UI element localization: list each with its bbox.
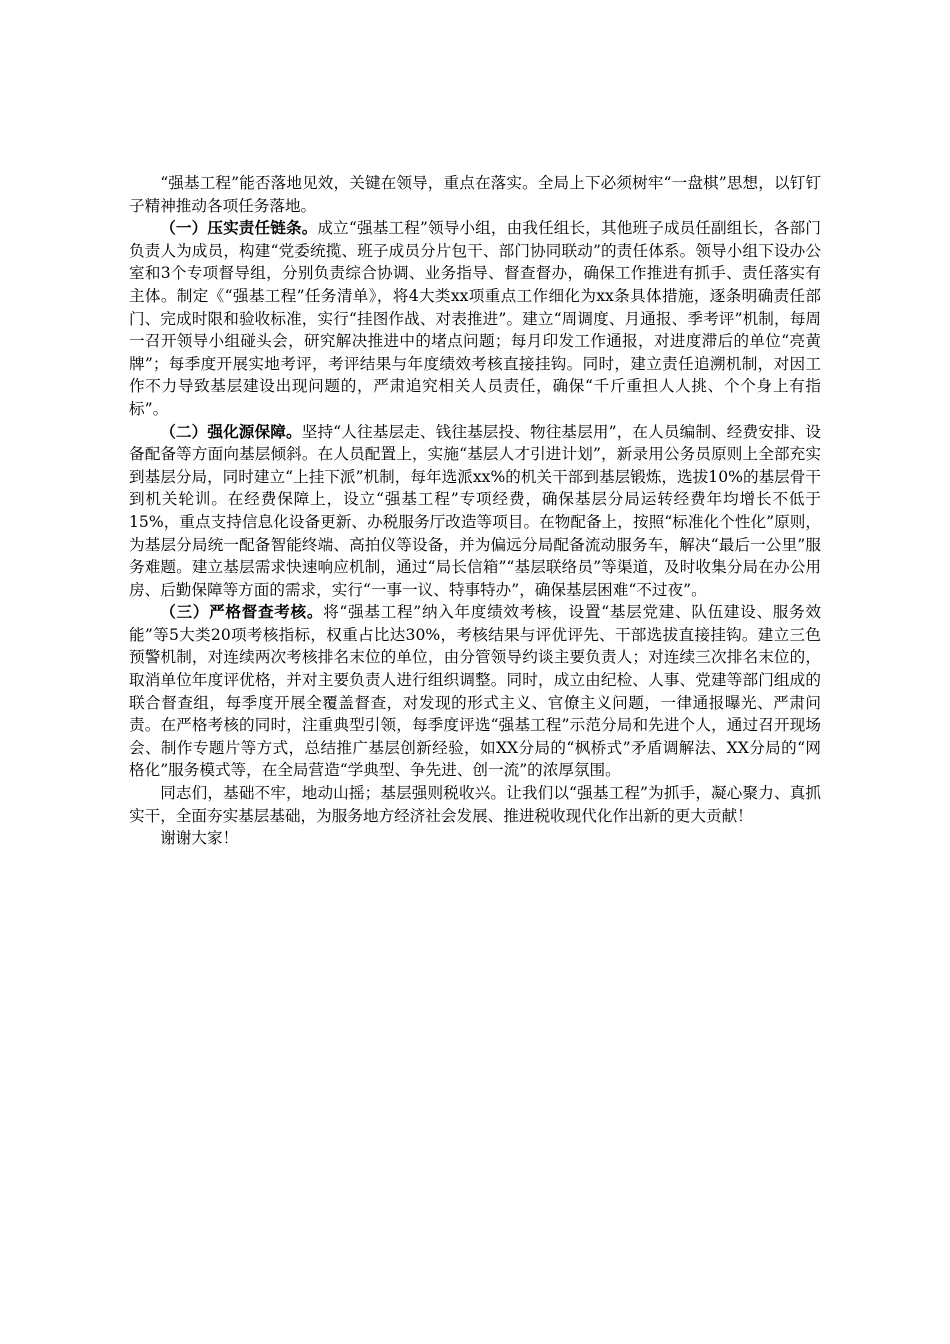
paragraph-text: 成立“强基工程”领导小组，由我任组长，其他班子成员任副组长，各部门负责人为成员，构建“党委统揽、班子成员分片包干、部门协同联动”的责任体系。领导小组下设办公室和3个专项督导组，分别负责综合协调、业务指导、督查督办，确保工作推进有抓手、责任落实有主体。制定《“强基工程”任务清单》，将4大类xx项重点工作细化为xx条具体措施，逐条明确责任部门、完成时限和验收标准，实行“挂图作战、对表推进”。建立“周调度、月通报、季考评”机制，每周一召开领导小组碰头会，研究解决推进中的堵点问题；每月印发工作通报，对进度滞后的单位“亮黄牌”；每季度开展实地考评，考评结果与年度绩效考核直接挂钩。同时，建立责任追溯机制，对因工作不力导致基层建设出现问题的，严肃追究相关人员责任，确保“千斤重担人人挑、个个身上有指标”。 xyxy=(129,219,821,418)
paragraph-text: 坚持“人往基层走、钱往基层投、物往基层用”，在人员编制、经费安排、设备配备等方面向基层倾斜。在人员配置上，实施“基层人才引进计划”，新录用公务员原则上全部充实到基层分局，同时建立“上挂下派”机制，每年选派xx%的机关干部到基层锻炼，选拔10%的基层骨干到机关轮训。在经费保障上，设立“强基工程”专项经费，确保基层分局运转经费年均增长不低于15%，重点支持信息化设备更新、办税服务厅改造等项目。在物配备上，按照“标准化个性化”原则，为基层分局统一配备智能终端、高拍仪等设备，并为偏远分局配备流动服务车，解决“最后一公里”服务难题。建立基层需求快速响应机制，通过“局长信箱”“基层联络员”等渠道，及时收集分局在办公用房、后勤保障等方面的需求，实行“一事一议、特事特办”，确保基层困难“不过夜”。 xyxy=(129,422,821,599)
paragraph-text: 同志们，基础不牢，地动山摇；基层强则税收兴。让我们以“强基工程”为抓手，凝心聚力、真抓实干，全面夯实基层基础，为服务地方经济社会发展、推进税收现代化作出新的更大贡献！ xyxy=(129,784,821,825)
paragraph-assessment xyxy=(129,601,821,782)
paragraph-text: 将“强基工程”纳入年度绩效考核，设置“基层党建、队伍建设、服务效能”等5大类20项考核指标，权重占比达30%，考核结果与评优评先、干部选拔直接挂钩。建立三色预警机制，对连续两次考核排名末位的单位，由分管领导约谈主要负责人；对连续三次排名末位的，取消单位年度评优格，并对主要负责人进行组织调整。同时，成立由纪检、人事、党建等部门组成的联合督查组，每季度开展全覆盖督查，对发现的形式主义、官僚主义问题，一律通报曝光、严肃问责。在严格考核的同时，注重典型引领，每季度评选“强基工程”示范分局和先进个人，通过召开现场会、制作专题片等方式，总结推广基层创新经验，如XX分局的“枫桥式”矛盾调解法、XX分局的“网格化”服务模式等，在全局营造“学典型、争先进、创一流”的浓厚氛围。 xyxy=(129,603,821,780)
paragraph-text: “强基工程”能否落地见效，关键在领导，重点在落实。全局上下必须树牢“一盘棋”思想，以钉钉子精神推动各项任务落地。 xyxy=(129,174,821,215)
paragraph-closing xyxy=(129,782,821,827)
paragraph-heading: （二）强化源保障。 xyxy=(160,422,302,441)
paragraph-heading: （一）压实责任链条。 xyxy=(160,219,318,238)
paragraph-text: 谢谢大家！ xyxy=(160,829,239,848)
document-body xyxy=(129,172,821,850)
paragraph-heading: （三）严格督查考核。 xyxy=(160,603,324,622)
paragraph-thanks xyxy=(129,827,821,850)
paragraph-resources xyxy=(129,421,821,602)
paragraph-intro xyxy=(129,172,821,217)
paragraph-responsibility xyxy=(129,217,821,420)
